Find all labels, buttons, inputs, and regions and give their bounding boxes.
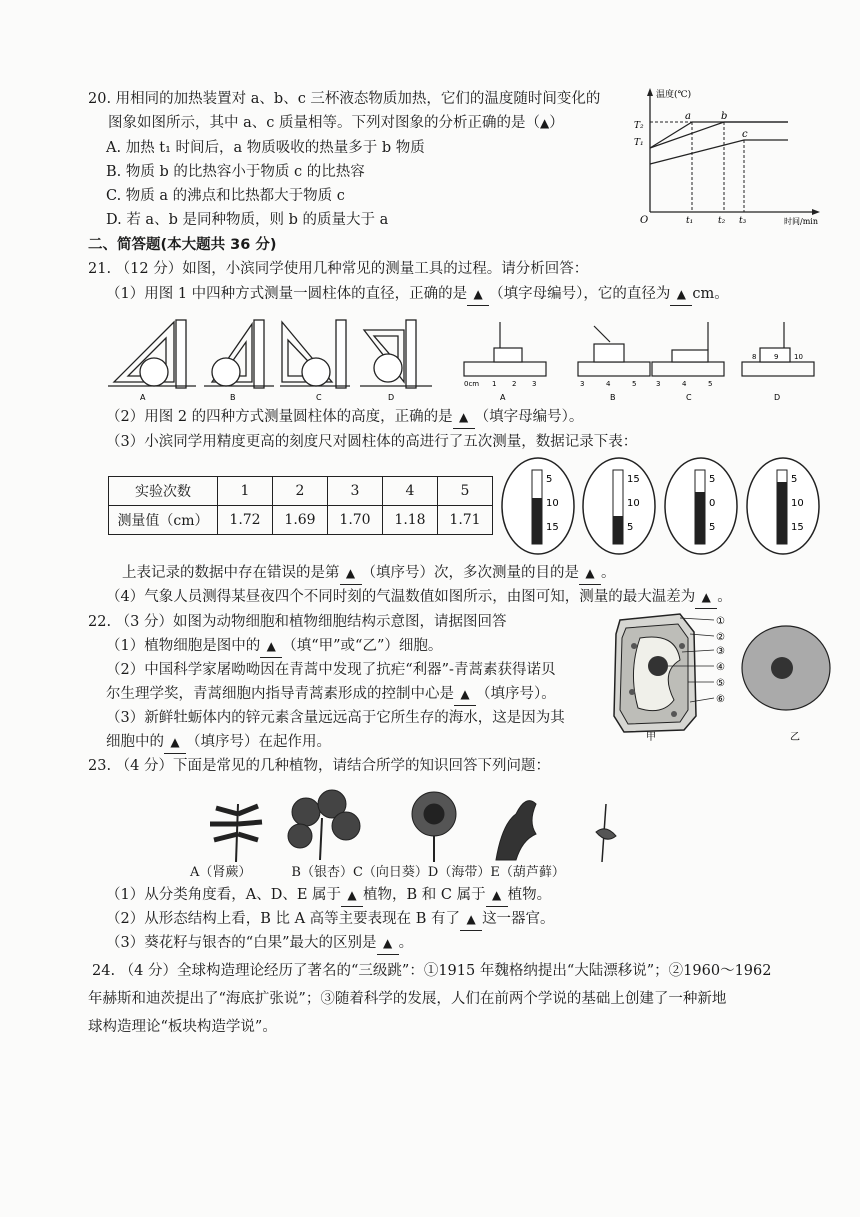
q21-part2: （2）用图 2 的四种方式测量圆柱体的高度，正确的是 ▲ （填字母编号）。	[106, 406, 583, 429]
q22-part2-line1: （2）中国科学家屠呦呦因在青蒿中发现了抗疟“利器”-青蒿素获得诺贝	[106, 662, 556, 678]
q20-stem-line2: 图象如图所示，其中 a、c 质量相等。下列对图象的分析正确的是（▲）	[108, 115, 564, 131]
plants-figure	[196, 784, 636, 864]
answer-blank[interactable]: ▲	[170, 735, 180, 749]
svg-text:10: 10	[794, 353, 803, 361]
svg-text:0: 0	[709, 498, 716, 509]
svg-text:15: 15	[791, 522, 804, 533]
svg-text:5: 5	[632, 380, 637, 388]
q24-stem-line1: 24. （4 分）全球构造理论经历了著名的“三级跳”：①1915 年魏格纳提出“大陆漂移说”；②1960～1962	[92, 963, 772, 979]
graph-label-a: a	[685, 111, 691, 122]
cell-structure-figure	[610, 612, 836, 744]
cell-label-yi: 乙	[790, 732, 800, 743]
answer-blank[interactable]: ▲	[585, 566, 595, 580]
q22-part1: （1）植物细胞是图中的 ▲ （填“甲”或“乙”）细胞。	[106, 635, 442, 658]
fig1-label-b: B	[230, 393, 236, 402]
q23-part2: （2）从形态结构上看，B 比 A 高等主要表现在 B 有了 ▲ 这一器官。	[106, 908, 555, 931]
answer-blank[interactable]: ▲	[473, 287, 483, 301]
svg-text:15: 15	[627, 474, 640, 485]
table-row: 实验次数 1 2 3 4 5	[109, 477, 493, 506]
svg-text:③: ③	[716, 646, 725, 657]
answer-blank[interactable]: ▲	[491, 888, 502, 902]
cell-label-jia: 甲	[646, 732, 656, 743]
graph-t1-label: T₁	[634, 138, 644, 148]
svg-text:5: 5	[546, 474, 553, 485]
fig1-label-d: D	[388, 393, 395, 402]
q21-stem: 21. （12 分）如图，小滨同学使用几种常见的测量工具的过程。请分析回答：	[88, 261, 589, 277]
svg-text:8: 8	[752, 353, 757, 361]
svg-text:②: ②	[716, 632, 725, 643]
q22-part2-line2: 尔生理学奖，青蒿细胞内指导青蒿素形成的控制中心是 ▲ （填序号）。	[106, 683, 556, 706]
fig1-label-a: A	[140, 393, 146, 402]
svg-text:①: ①	[716, 616, 725, 627]
q24-stem-line3: 球构造理论“板块构造学说”。	[88, 1019, 277, 1035]
graph-ylabel: 温度(℃)	[656, 90, 692, 100]
svg-text:0cm: 0cm	[464, 380, 480, 388]
svg-text:10: 10	[546, 498, 559, 509]
graph-xlabel: 时间/min	[784, 217, 818, 226]
plant-captions	[190, 862, 565, 884]
q22-part3-line2: 细胞中的 ▲ （填序号）在起作用。	[106, 731, 331, 754]
answer-blank[interactable]: ▲	[539, 116, 550, 130]
graph-origin: O	[640, 215, 649, 226]
q21-part4: （4）气象人员测得某昼夜四个不同时刻的气温数值如图所示，由图可知，测量的最大温差为 ▲ 。	[106, 586, 732, 609]
q21-part3-question: 上表记录的数据中存在错误的是第 ▲ （填序号）次，多次测量的目的是 ▲ 。	[122, 562, 616, 585]
svg-text:4: 4	[682, 380, 687, 388]
table-row: 测量值（cm） 1.72 1.69 1.70 1.18 1.71	[109, 506, 493, 535]
q22-part3-line1: （3）新鲜牡蛎体内的锌元素含量远远高于它所生存的海水，这是因为其	[106, 710, 565, 726]
thermometer-figure	[498, 456, 828, 556]
figure1-diameter-methods	[104, 312, 444, 404]
q21-part3: （3）小滨同学用精度更高的刻度尺对圆柱体的高进行了五次测量，数据记录下表：	[106, 434, 638, 450]
svg-text:15: 15	[546, 522, 559, 533]
q20-option-a: A. 加热 t₁ 时间后，a 物质吸收的热量多于 b 物质	[106, 140, 425, 156]
figure2-height-methods	[460, 314, 820, 404]
graph-tick-t1: t₁	[686, 216, 694, 226]
answer-blank[interactable]: ▲	[459, 410, 469, 424]
graph-label-c: c	[742, 129, 748, 140]
svg-text:④: ④	[716, 662, 725, 673]
caption-b: B（银杏）	[291, 865, 353, 880]
svg-text:5: 5	[708, 380, 713, 388]
svg-text:⑤: ⑤	[716, 678, 725, 689]
svg-text:2: 2	[512, 380, 517, 388]
graph-tick-t2: t₂	[718, 216, 726, 226]
measurement-table	[108, 476, 493, 535]
svg-text:1: 1	[492, 380, 497, 388]
q24-stem-line2: 年赫斯和迪茨提出了“海底扩张说”；③随着科学的发展，人们在前两个学说的基础上创建了一种新地	[88, 991, 727, 1007]
svg-text:10: 10	[627, 498, 640, 509]
caption-e: E（葫芦藓）	[490, 865, 565, 880]
q21-part1: （1）用图 1 中四种方式测量一圆柱体的直径，正确的是 ▲ （填字母编号），它的直径为 ▲ cm。	[106, 283, 729, 306]
svg-text:3: 3	[532, 380, 537, 388]
answer-blank[interactable]: ▲	[460, 687, 470, 701]
q23-part1: （1）从分类角度看，A、D、E 属于 ▲ 植物，B 和 C 属于 ▲ 植物。	[106, 884, 551, 907]
line-a	[650, 122, 788, 148]
answer-blank[interactable]: ▲	[466, 912, 476, 926]
q20-option-c: C. 物质 a 的沸点和比热都大于物质 c	[106, 188, 345, 204]
svg-text:10: 10	[791, 498, 804, 509]
answer-blank[interactable]: ▲	[347, 888, 357, 902]
caption-c: C（向日葵）	[352, 865, 428, 880]
temperature-time-graph	[628, 84, 824, 226]
graph-t2-label: T₂	[634, 121, 644, 131]
svg-text:3: 3	[656, 380, 661, 388]
q23-stem: 23. （4 分）下面是常见的几种植物，请结合所学的知识回答下列问题：	[88, 758, 551, 774]
svg-text:5: 5	[709, 522, 716, 533]
q20-option-d: D. 若 a、b 是同种物质，则 b 的质量大于 a	[106, 212, 389, 228]
caption-d: D（海带）	[427, 865, 491, 880]
fig2-label-b: B	[610, 393, 616, 402]
q23-part3: （3）葵花籽与银杏的“白果”最大的区别是 ▲ 。	[106, 932, 413, 955]
answer-blank[interactable]: ▲	[676, 287, 687, 301]
graph-label-b: b	[721, 111, 728, 122]
answer-blank[interactable]: ▲	[345, 566, 356, 580]
fig2-label-c: C	[686, 393, 692, 402]
fig1-label-c: C	[316, 393, 322, 402]
q20-option-b: B. 物质 b 的比热容小于物质 c 的比热容	[106, 164, 365, 180]
answer-blank[interactable]: ▲	[701, 590, 711, 604]
q22-stem: 22. （3 分）如图为动物细胞和植物细胞结构示意图，请据图回答	[88, 614, 507, 630]
fig2-label-a: A	[500, 393, 506, 402]
svg-text:9: 9	[774, 353, 779, 361]
line-c	[650, 140, 788, 164]
graph-tick-t3: t₃	[739, 216, 747, 226]
section-title: 二、简答题(本大题共 36 分)	[88, 237, 277, 253]
caption-a: A（肾蕨）	[190, 865, 252, 880]
fig2-label-d: D	[774, 393, 781, 402]
svg-text:3: 3	[580, 380, 585, 388]
svg-text:4: 4	[606, 380, 611, 388]
answer-blank[interactable]: ▲	[266, 639, 276, 653]
svg-text:5: 5	[709, 474, 716, 485]
svg-text:⑥: ⑥	[716, 694, 725, 705]
answer-blank[interactable]: ▲	[382, 936, 393, 950]
svg-text:5: 5	[791, 474, 798, 485]
q20-stem-line1: 20. 用相同的加热装置对 a、b、c 三杯液态物质加热，它们的温度随时间变化的	[88, 91, 601, 107]
svg-text:5: 5	[627, 522, 634, 533]
